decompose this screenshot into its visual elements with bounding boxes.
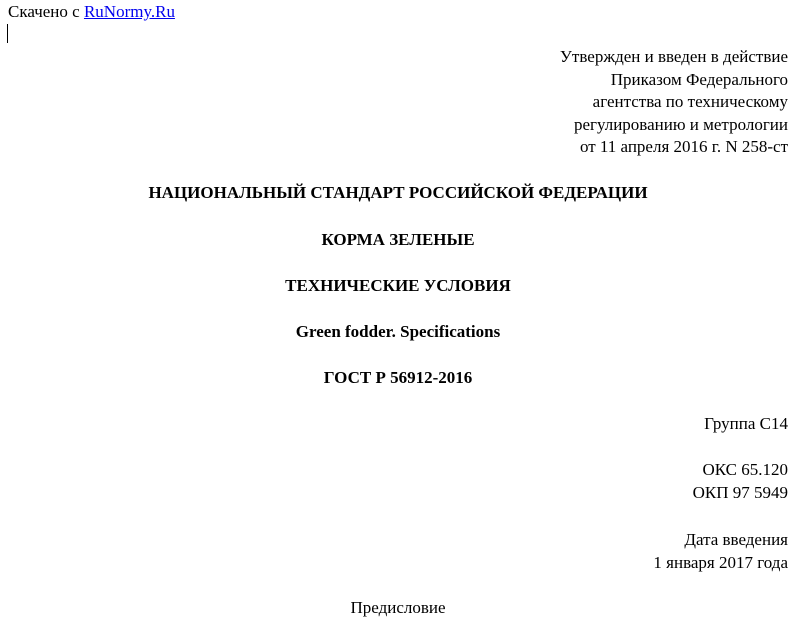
- introduction-date: 1 января 2017 года: [653, 552, 788, 572]
- introduction-date-block: [488, 529, 788, 574]
- oks-code: ОКС 65.120: [702, 460, 788, 479]
- approval-line-5: от 11 апреля 2016 г. N 258-ст: [579, 137, 788, 156]
- introduction-label: Дата введения: [684, 530, 788, 549]
- classification-group: [488, 413, 788, 436]
- runormy-link[interactable]: RuNormy.Ru: [83, 2, 175, 21]
- okp-code: ОКП 97 5949: [692, 482, 788, 502]
- text-caret: [7, 24, 8, 43]
- approval-line-3: агентства по техническому: [592, 92, 788, 111]
- approval-block: [368, 46, 788, 159]
- gost-number: ГОСТ Р 56912-2016: [323, 368, 473, 387]
- classification-codes: [488, 459, 788, 504]
- standard-title: НАЦИОНАЛЬНЫЙ СТАНДАРТ РОССИЙСКОЙ ФЕДЕРАЦИИ: [148, 183, 648, 202]
- approval-line-1: Утвержден и введен в действие: [559, 47, 788, 66]
- source-line: [8, 1, 175, 23]
- foreword-heading: Предисловие: [350, 598, 446, 617]
- approval-line-2: Приказом Федерального: [610, 69, 788, 89]
- product-title: КОРМА ЗЕЛЕНЫЕ: [321, 230, 475, 249]
- source-prefix: Скачено с: [8, 2, 84, 21]
- approval-line-4: регулированию и метрологии: [573, 114, 788, 134]
- english-title: Green fodder. Specifications: [295, 322, 501, 341]
- specifications-title: ТЕХНИЧЕСКИЕ УСЛОВИЯ: [285, 276, 511, 295]
- group-code: Группа С14: [704, 414, 788, 433]
